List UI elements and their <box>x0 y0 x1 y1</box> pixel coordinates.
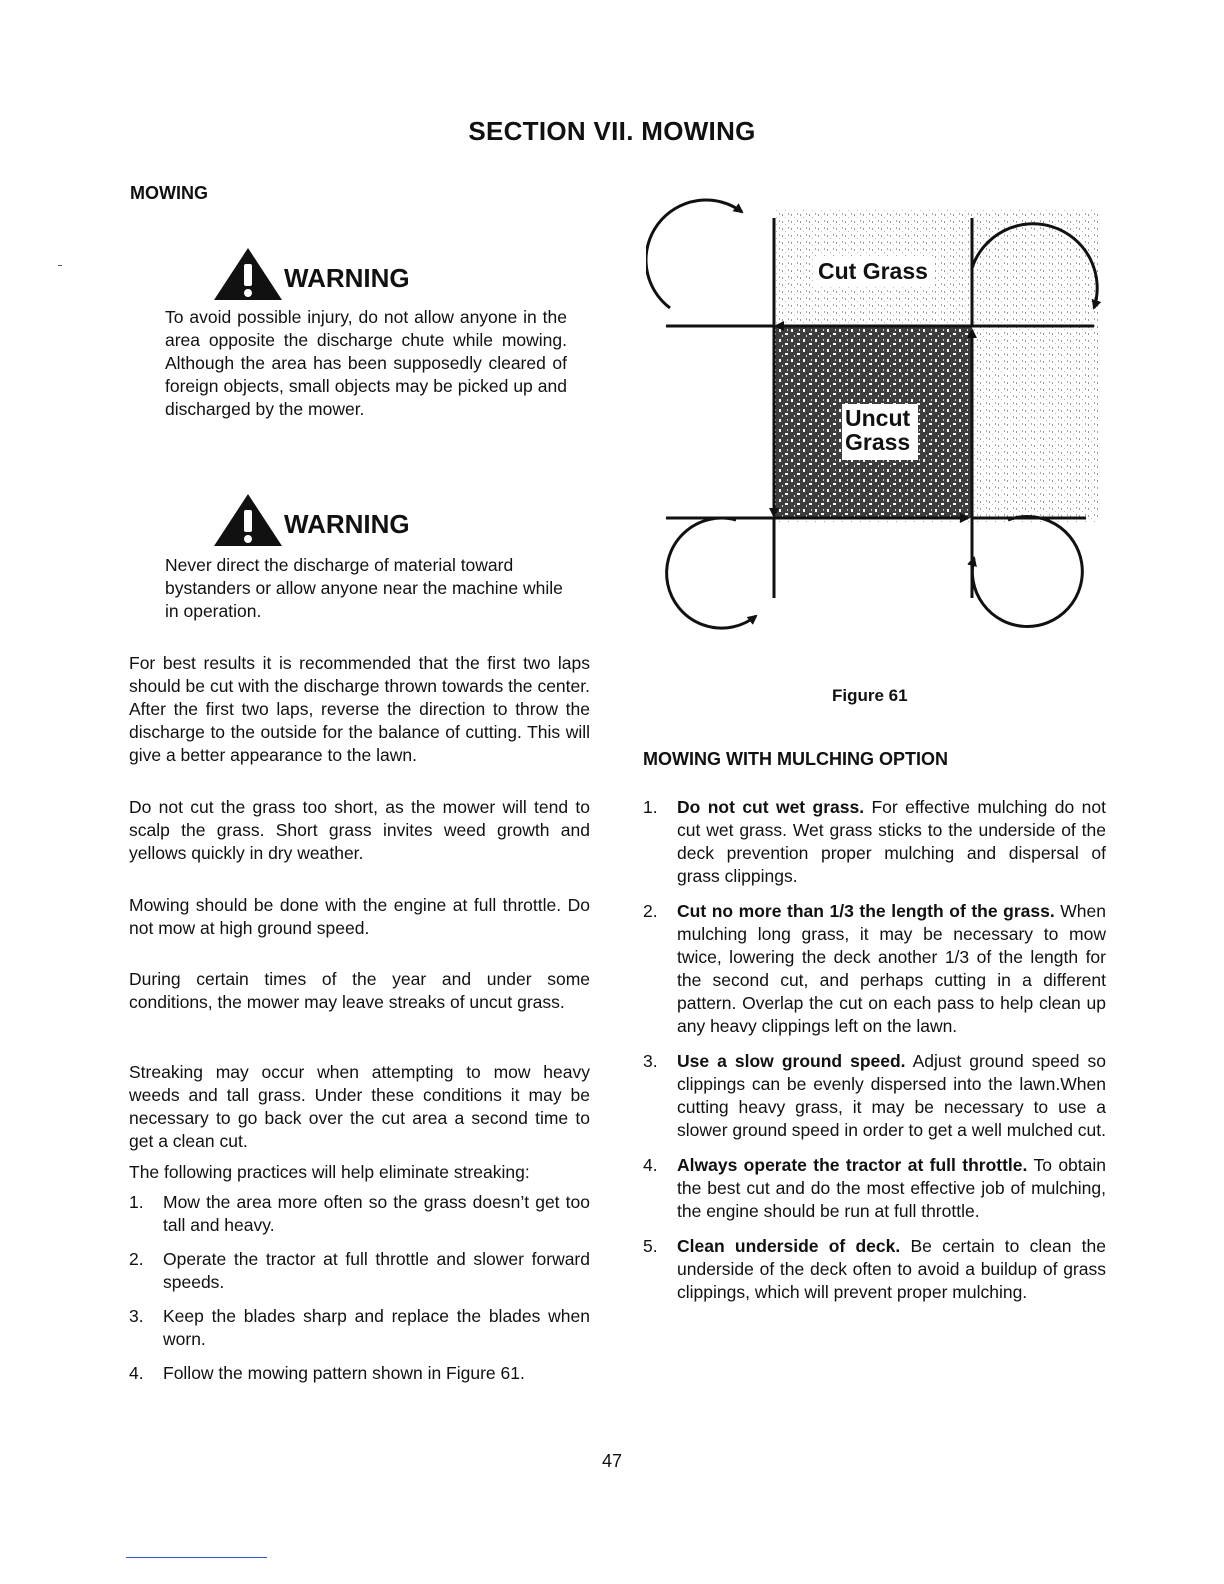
list-item: 3. Use a slow ground speed. Adjust ground speed so clippings can be evenly dispersed into the lawn.When cutting heavy grass, it may be necessary to use a slower ground speed in order to get a well mulched cut. <box>643 1051 1106 1140</box>
warning-triangle-icon <box>212 492 284 548</box>
mulching-list <box>643 796 1106 1316</box>
paragraph-streaks: During certain times of the year and under some conditions, the mower may leave streaks of uncut grass. <box>129 969 590 1012</box>
warning-label-2: WARNING <box>284 509 410 539</box>
list-item: 4. Always operate the tractor at full throttle. To obtain the best cut and do the most effective job of mulching, the engine should be run at full throttle. <box>643 1155 1107 1221</box>
mulching-heading: MOWING WITH MULCHING OPTION <box>643 749 948 769</box>
section-title: SECTION VII. MOWING <box>468 116 756 146</box>
mowing-pattern-figure <box>646 198 1106 648</box>
figure-caption: Figure 61 <box>832 686 908 705</box>
list-item: 3. Keep the blades sharp and replace the blades when worn. <box>129 1306 590 1349</box>
list-item: 2. Cut no more than 1/3 the length of the grass. When mulching long grass, it may be necessary to mow twice, lowering the deck another 1/3 of the length for the second cut, and perhaps cutting in a different pattern. Overlap the cut on each pass to help clean up any heavy clippings left on the lawn. <box>643 901 1106 1036</box>
loop-bottom-left <box>667 518 756 628</box>
list-item: 5. Clean underside of deck. Be certain to clean the underside of the deck often to avoid a buildup of grass clippings, which will prevent proper mulching. <box>643 1236 1107 1302</box>
warning-header-2 <box>212 492 410 548</box>
page-number: 47 <box>601 1451 623 1471</box>
warning-text-2: Never direct the discharge of material toward bystanders or allow anyone near the machine while in operation. <box>165 555 563 621</box>
warning-text-1: To avoid possible injury, do not allow anyone in the area opposite the discharge chute while mowing. Although the area has been supposedly cleared of foreign objects, small objects may be picked up and discharged by the mower. <box>165 307 567 419</box>
list-item: 1. Do not cut wet grass. For effective mulching do not cut wet grass. Wet grass sticks to the underside of the deck prevention proper mulching and dispersal of grass clippings. <box>643 797 1106 886</box>
paragraph-discharge-direction: For best results it is recommended that the first two laps should be cut with the discharge thrown towards the center. After the first two laps, reverse the direction to throw the discharge to the outside for the balance of cutting. This will give a better appearance to the lawn. <box>129 653 590 765</box>
streaking-intro: The following practices will help eliminate streaking: <box>129 1162 530 1182</box>
list-item: 4. Follow the mowing pattern shown in Figure 61. <box>129 1363 525 1383</box>
mowing-heading: MOWING <box>130 183 208 203</box>
cut-grass-label: Cut Grass <box>818 258 928 284</box>
uncut-grass-label-1: Uncut <box>845 405 911 431</box>
scan-mark <box>58 265 62 266</box>
list-item: 1. Mow the area more often so the grass doesn’t get too tall and heavy. <box>129 1192 590 1235</box>
warning-triangle-icon <box>212 246 284 302</box>
list-item: 2. Operate the tractor at full throttle and slower forward speeds. <box>129 1249 590 1292</box>
paragraph-cut-height: Do not cut the grass too short, as the mower will tend to scalp the grass. Short grass invites weed growth and yellows quickly in dry weather. <box>129 797 590 863</box>
streaking-list <box>129 1191 590 1396</box>
warning-header-1 <box>212 246 410 302</box>
paragraph-streaking: Streaking may occur when attempting to mow heavy weeds and tall grass. Under these conditions it may be necessary to go back over the cut area a second time to get a clean cut. <box>129 1062 590 1151</box>
loop-top-left <box>646 200 742 308</box>
footer-rule <box>126 1557 267 1558</box>
uncut-grass-label-2: Grass <box>845 429 911 455</box>
paragraph-throttle: Mowing should be done with the engine at full throttle. Do not mow at high ground speed. <box>129 895 590 938</box>
warning-label-1: WARNING <box>284 263 410 293</box>
loop-bottom-right <box>972 516 1082 626</box>
